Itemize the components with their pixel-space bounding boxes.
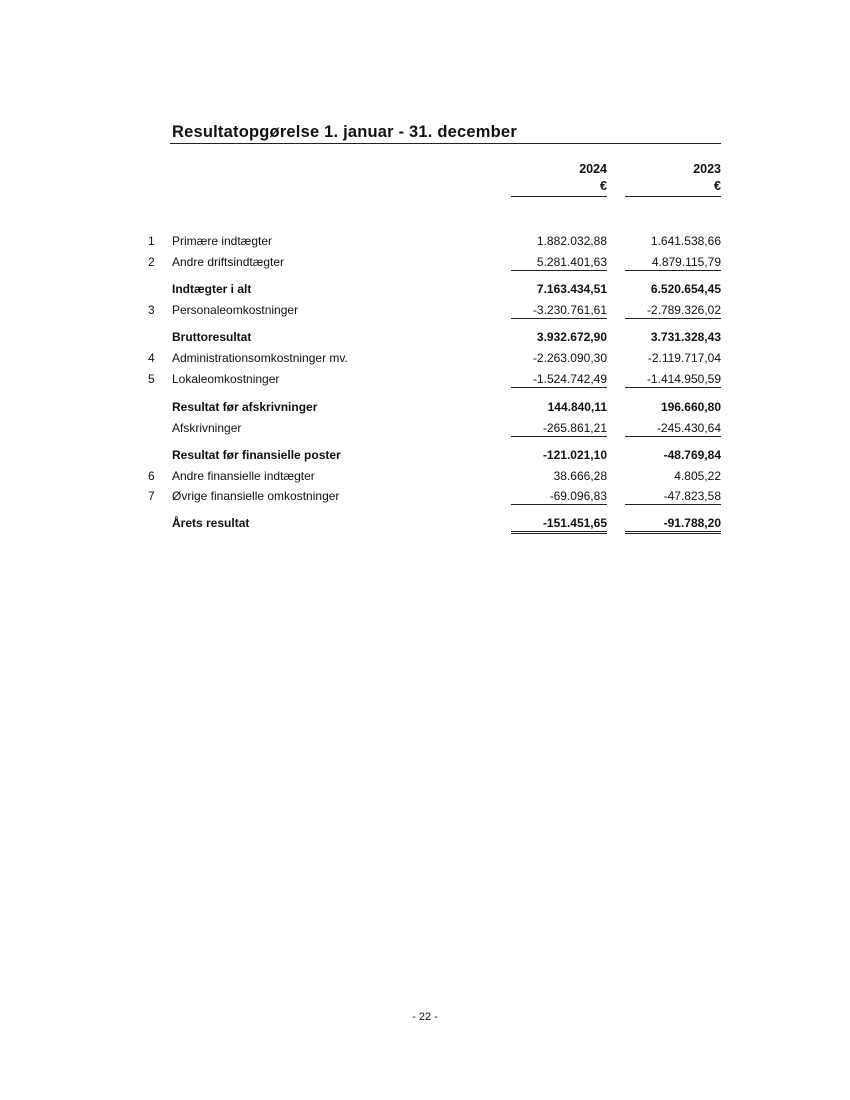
value-2024: 5.281.401,63 <box>511 255 607 271</box>
table-row <box>0 234 850 250</box>
value-2023: -2.119.717,04 <box>647 351 721 365</box>
value-2024: 3.932.672,90 <box>536 330 607 344</box>
row-label: Årets resultat <box>172 516 250 530</box>
value-2023: 3.731.328,43 <box>650 330 721 344</box>
note-number: 2 <box>148 255 155 269</box>
value-2024: -121.021,10 <box>542 448 607 462</box>
row-label: Primære indtægter <box>172 234 273 248</box>
table-row-subtotal <box>0 330 850 346</box>
column-header-2023: 2023 <box>693 162 721 176</box>
table-row <box>0 421 850 437</box>
value-2024: -69.096,83 <box>511 489 607 505</box>
value-2024: 144.840,11 <box>547 400 607 414</box>
value-2024: 7.163.434,51 <box>536 282 607 296</box>
title-rule <box>170 143 721 144</box>
value-2023: -48.769,84 <box>663 448 721 462</box>
page-title: Resultatopgørelse 1. januar - 31. december <box>172 123 517 141</box>
row-label: Afskrivninger <box>172 421 242 435</box>
page-number: - 22 - <box>412 1011 438 1023</box>
table-row-total <box>0 516 850 532</box>
table-row <box>0 372 850 388</box>
table-row-subtotal <box>0 282 850 298</box>
note-number: 5 <box>148 372 155 386</box>
value-2023: 4.805,22 <box>674 469 721 483</box>
table-row-subtotal <box>0 448 850 464</box>
currency-label-2024: € <box>511 179 607 197</box>
note-number: 1 <box>148 234 155 248</box>
row-label: Resultat før finansielle poster <box>172 448 341 462</box>
row-label: Bruttoresultat <box>172 330 252 344</box>
value-2023: -245.430,64 <box>625 421 721 437</box>
value-2023: -91.788,20 <box>625 516 721 534</box>
value-2024: 38.666,28 <box>553 469 607 483</box>
currency-label-2023: € <box>625 179 721 197</box>
value-2023: -1.414.950,59 <box>625 372 721 388</box>
value-2024: -265.861,21 <box>511 421 607 437</box>
table-row <box>0 469 850 485</box>
note-number: 6 <box>148 469 155 483</box>
value-2024: -3.230.761,61 <box>511 303 607 319</box>
row-label: Andre finansielle indtægter <box>172 469 315 483</box>
table-row <box>0 351 850 367</box>
value-2023: 6.520.654,45 <box>650 282 721 296</box>
value-2023: 196.660,80 <box>660 400 721 414</box>
value-2024: -151.451,65 <box>511 516 607 534</box>
value-2024: -2.263.090,30 <box>532 351 607 365</box>
value-2023: 1.641.538,66 <box>650 234 721 248</box>
table-row <box>0 489 850 505</box>
note-number: 3 <box>148 303 155 317</box>
row-label: Lokaleomkostninger <box>172 372 280 386</box>
value-2023: 4.879.115,79 <box>625 255 721 271</box>
note-number: 7 <box>148 489 155 503</box>
table-row <box>0 255 850 271</box>
row-label: Andre driftsindtægter <box>172 255 285 269</box>
table-row-subtotal <box>0 400 850 416</box>
note-number: 4 <box>148 351 155 365</box>
value-2023: -47.823,58 <box>625 489 721 505</box>
row-label: Administrationsomkostninger mv. <box>172 351 348 365</box>
value-2024: 1.882.032,88 <box>536 234 607 248</box>
row-label: Indtægter i alt <box>172 282 252 296</box>
row-label: Øvrige finansielle omkostninger <box>172 489 340 503</box>
row-label: Personaleomkostninger <box>172 303 299 317</box>
column-header-2024: 2024 <box>579 162 607 176</box>
row-label: Resultat før afskrivninger <box>172 400 318 414</box>
value-2023: -2.789.326,02 <box>625 303 721 319</box>
table-row <box>0 303 850 319</box>
value-2024: -1.524.742,49 <box>511 372 607 388</box>
